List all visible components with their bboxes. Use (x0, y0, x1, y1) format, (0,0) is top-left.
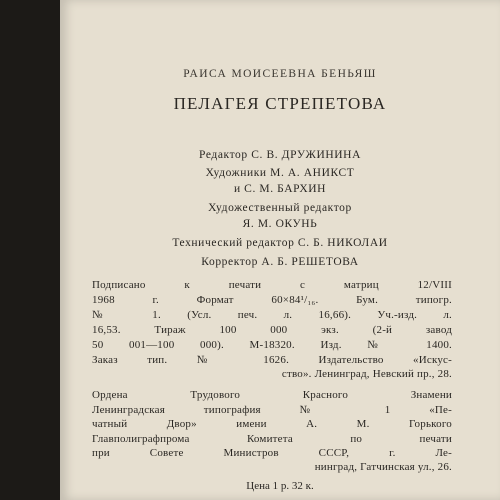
credit-line: Художественный редактор (208, 202, 352, 214)
printer-info-line: при Совете Министров СССР, г. Ле- (92, 447, 452, 459)
printer-info-line: Ордена Трудового Красного Знамени (92, 389, 452, 401)
credit-line: и С. М. БАРХИН (233, 183, 327, 195)
print-info-line: 1968 г. Формат 60×84¹/₁₆. Бум. типогр. (92, 294, 452, 306)
colophon-page (60, 0, 500, 500)
price: Цена 1 р. 32 к. (246, 480, 314, 492)
credit-line: Я. М. ОКУНЬ (242, 218, 318, 230)
printer-info-line: Ленинградская типография № 1 «Пе- (92, 404, 452, 416)
author-name: РАИСА МОИСЕЕВНА БЕНЬЯШ (183, 68, 377, 80)
print-info-line: 16,53. Тираж 100 000 экз. (2-й завод (92, 324, 452, 336)
print-info-line: Подписано к печати с матриц 12/VIII (92, 279, 452, 291)
book-title: ПЕЛАГЕЯ СТРЕПЕТОВА (173, 94, 387, 113)
printer-info-line: чатный Двор» имени А. М. Горького (92, 418, 452, 430)
credit-line: Технический редактор С. Б. НИКОЛАИ (172, 237, 388, 249)
credit-line: Редактор С. В. ДРУЖИНИНА (198, 149, 361, 161)
print-info-line: № 1. (Усл. печ. л. 16,66). Уч.-изд. л. (92, 309, 452, 321)
credit-line: Корректор А. Б. РЕШЕТОВА (201, 256, 359, 268)
printer-info-line: нинград, Гатчинская ул., 26. (314, 461, 452, 473)
print-info-line: 50 001—100 000). М-18320. Изд. № 1400. (92, 339, 452, 351)
print-info-line: ство». Ленинград, Невский пр., 28. (281, 368, 452, 380)
printer-info-line: Главполиграфпрома Комитета по печати (92, 433, 452, 445)
print-info-line: Заказ тип. № 1626. Издательство «Искус- (92, 354, 452, 366)
credit-line: Художники М. А. АНИКСТ (205, 167, 355, 179)
